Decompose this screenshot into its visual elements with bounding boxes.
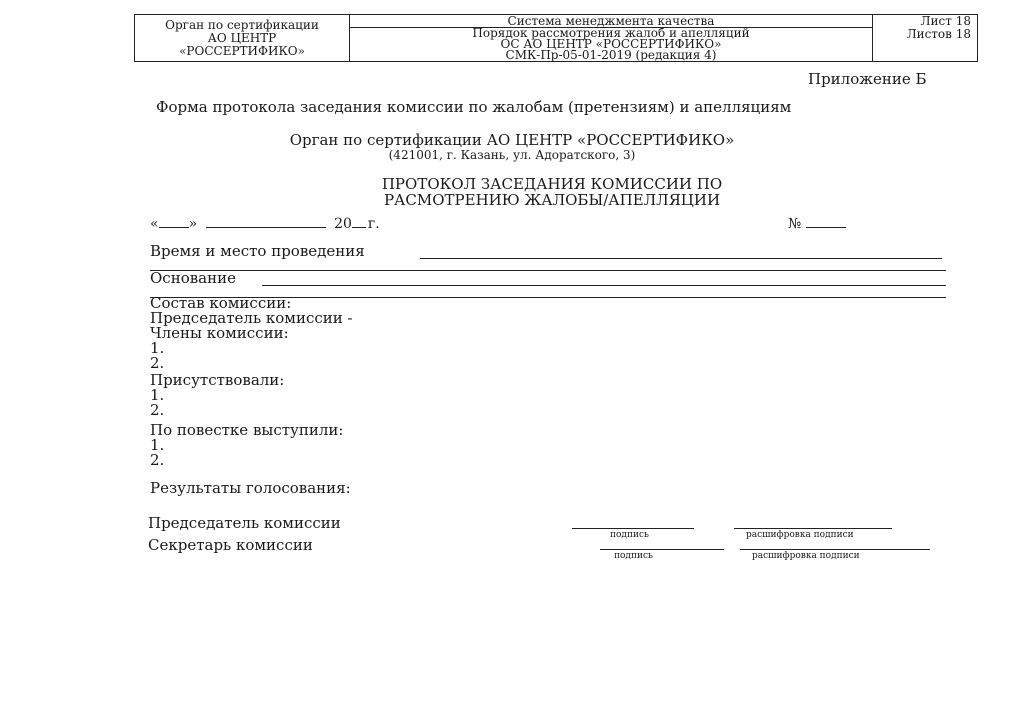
- commission-item-1: 1.: [150, 339, 165, 357]
- commission-members: Члены комиссии:: [150, 324, 289, 342]
- date-day-blank: [159, 226, 189, 228]
- agenda-item-2: 2.: [150, 451, 165, 469]
- time-place-label: Время и место проведения: [150, 242, 365, 260]
- agenda-item-1: 1.: [150, 436, 165, 454]
- header-doc-code: СМК-Пр-05-01-2019 (редакция 4): [505, 48, 717, 62]
- present-block: [150, 373, 284, 418]
- present-label: Присутствовали:: [150, 371, 285, 389]
- secretary-decode-caption: расшифровка подписи: [752, 551, 860, 561]
- number-blank: [806, 226, 846, 228]
- protocol-title-line2: РАСМОТРЕНИЮ ЖАЛОБЫ/АПЕЛЛЯЦИИ: [383, 191, 721, 209]
- header-organization-cell: [135, 15, 350, 61]
- date-year-suffix: г.: [367, 216, 380, 232]
- present-item-1: 1.: [150, 386, 165, 404]
- header-body-name: ОС АО ЦЕНТР «РОССЕРТИФИКО»: [500, 37, 722, 51]
- agenda-block: [150, 423, 343, 468]
- document-header: [134, 14, 978, 62]
- protocol-number: [788, 216, 846, 232]
- time-place-line: [420, 258, 942, 259]
- date-year-blank: [352, 226, 366, 228]
- basis-line: [262, 285, 946, 286]
- commission-chairman: Председатель комиссии -: [150, 309, 353, 327]
- voting-results-label: Результаты голосования:: [150, 479, 351, 497]
- form-title: Форма протокола заседания комиссии по жалобам (претензиям) и апелляциям: [156, 98, 792, 116]
- organization-name: Орган по сертификации АО ЦЕНТР «РОССЕРТИФИКО»: [289, 131, 735, 149]
- header-qms: Система менеджмента качества: [507, 14, 715, 28]
- time-place-line-2: [150, 270, 946, 271]
- chairman-signature-caption: подпись: [610, 530, 649, 540]
- organization-address: (421001, г. Казань, ул. Адоратского, 3): [388, 148, 636, 162]
- header-sheets-total: Листов 18: [906, 27, 971, 41]
- header-org-line3: «РОССЕРТИФИКО»: [179, 43, 305, 58]
- date-month-blank: [206, 226, 326, 228]
- header-sheet-cell: [873, 15, 977, 61]
- chairman-decode-line: [734, 528, 892, 529]
- commission-composition: Состав комиссии:: [150, 294, 292, 312]
- protocol-date: [150, 216, 380, 232]
- header-org-line2: АО ЦЕНТР: [207, 30, 277, 45]
- chairman-decode-caption: расшифровка подписи: [746, 530, 854, 540]
- header-org-line1: Орган по сертификации: [165, 17, 319, 32]
- date-close-quote: »: [188, 216, 198, 232]
- present-item-2: 2.: [150, 401, 165, 419]
- chairman-signature-line: [572, 528, 694, 529]
- secretary-signature-caption: подпись: [614, 551, 653, 561]
- agenda-label: По повестке выступили:: [150, 421, 344, 439]
- header-document-cell: [350, 15, 873, 61]
- chairman-signature-label: Председатель комиссии: [148, 514, 341, 532]
- secretary-decode-line: [740, 549, 930, 550]
- appendix-label: Приложение Б: [808, 70, 927, 88]
- number-label: №: [788, 216, 802, 232]
- commission-block: [150, 296, 353, 371]
- header-sheet: Лист 18: [920, 14, 971, 28]
- basis-label: Основание: [150, 269, 236, 287]
- date-open-quote: «: [150, 216, 159, 232]
- secretary-signature-label: Секретарь комиссии: [148, 536, 313, 554]
- secretary-signature-line: [600, 549, 724, 550]
- commission-item-2: 2.: [150, 354, 165, 372]
- header-procedure: Порядок рассмотрения жалоб и апелляций: [472, 26, 750, 40]
- protocol-title-line1: ПРОТОКОЛ ЗАСЕДАНИЯ КОМИССИИ ПО: [381, 175, 723, 193]
- date-year-prefix: 20: [334, 216, 352, 232]
